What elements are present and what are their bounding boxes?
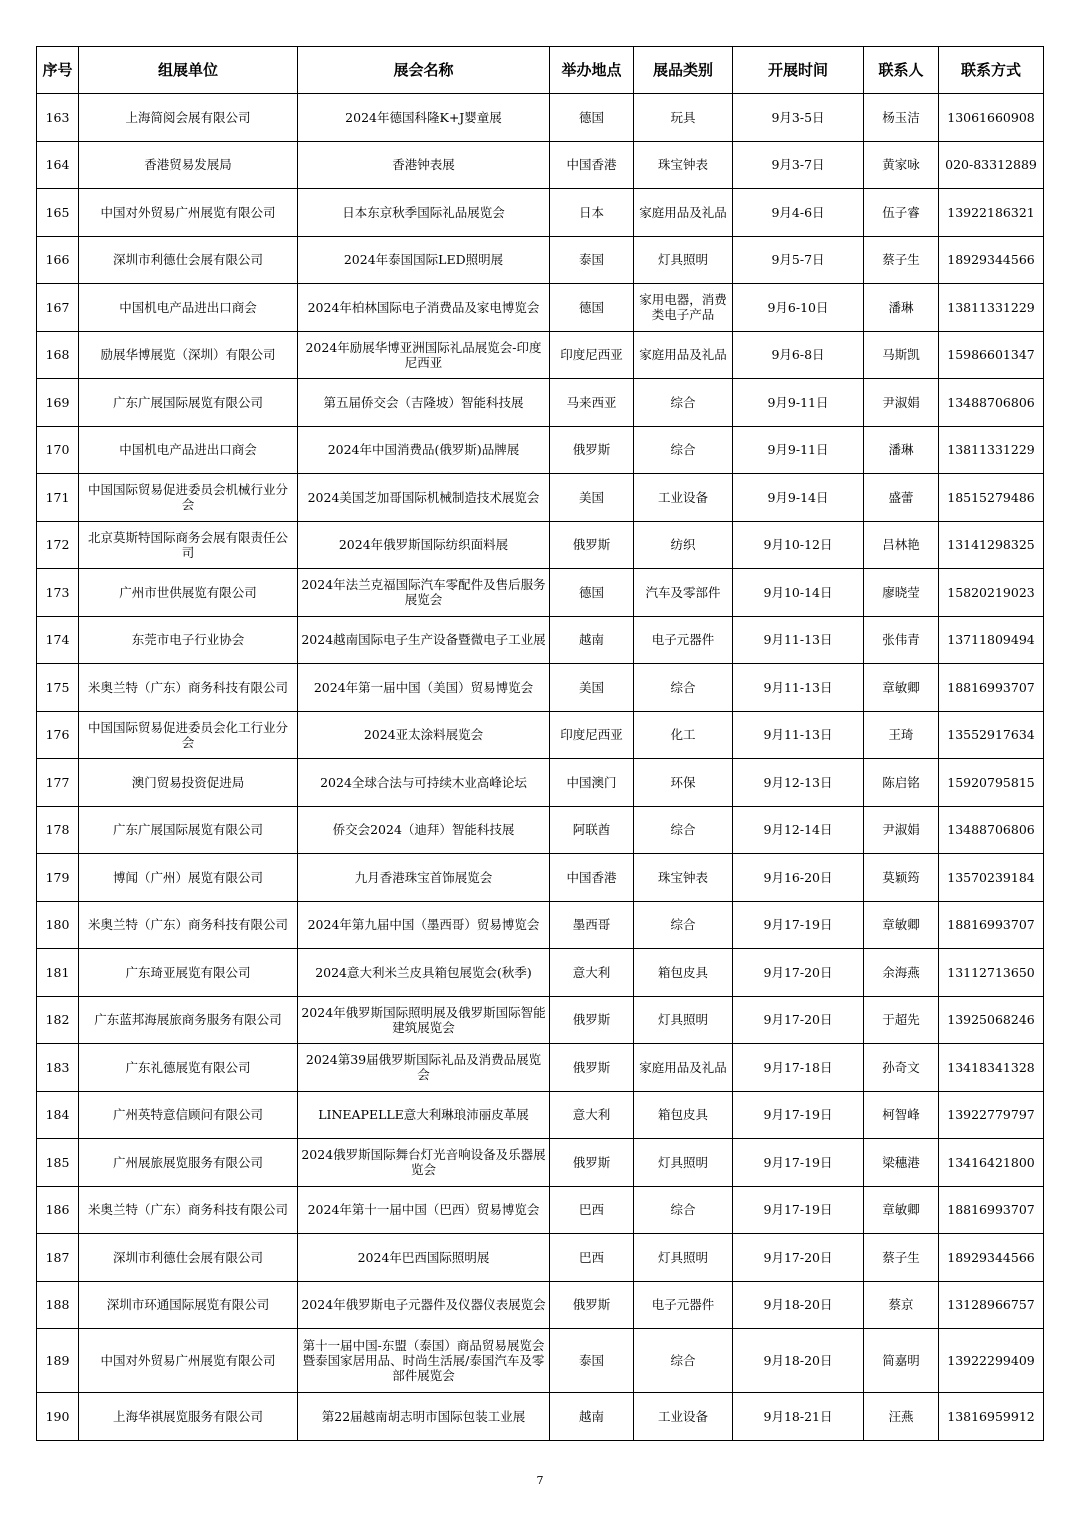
- cell-contact-person: 王琦: [864, 711, 939, 759]
- table-row: [37, 1091, 1044, 1139]
- cell-date: 9月16-20日: [733, 854, 864, 902]
- cell-date: 9月4-6日: [733, 189, 864, 237]
- table-row: [37, 854, 1044, 902]
- cell-location: 泰国: [550, 1329, 634, 1393]
- table-row: [37, 996, 1044, 1044]
- cell-contact-info: 13416421800: [939, 1139, 1044, 1187]
- cell-category: 化工: [634, 711, 733, 759]
- cell-location: 俄罗斯: [550, 521, 634, 569]
- header-row: [37, 47, 1044, 94]
- cell-seq: 182: [37, 996, 79, 1044]
- cell-contact-info: 13488706806: [939, 379, 1044, 427]
- cell-category: 综合: [634, 1329, 733, 1393]
- cell-exhibition-name: 2024俄罗斯国际舞台灯光音响设备及乐器展览会: [298, 1139, 550, 1187]
- cell-organizer: 广东琦亚展览有限公司: [79, 949, 298, 997]
- cell-exhibition-name: 第十一届中国-东盟（泰国）商品贸易展览会暨泰国家居用品、时尚生活展/泰国汽车及零部件展览会: [298, 1329, 550, 1393]
- cell-date: 9月17-20日: [733, 1234, 864, 1282]
- cell-date: 9月6-10日: [733, 284, 864, 332]
- cell-organizer: 中国对外贸易广州展览有限公司: [79, 1329, 298, 1393]
- cell-location: 中国澳门: [550, 759, 634, 807]
- cell-seq: 176: [37, 711, 79, 759]
- cell-location: 越南: [550, 616, 634, 664]
- cell-contact-info: 13925068246: [939, 996, 1044, 1044]
- cell-organizer: 中国机电产品进出口商会: [79, 284, 298, 332]
- cell-contact-person: 余海燕: [864, 949, 939, 997]
- cell-location: 俄罗斯: [550, 1281, 634, 1329]
- cell-contact-info: 18929344566: [939, 236, 1044, 284]
- cell-organizer: 米奥兰特（广东）商务科技有限公司: [79, 664, 298, 712]
- cell-seq: 174: [37, 616, 79, 664]
- cell-exhibition-name: 2024年法兰克福国际汽车零配件及售后服务展览会: [298, 569, 550, 617]
- cell-exhibition-name: 香港钟表展: [298, 141, 550, 189]
- cell-organizer: 中国国际贸易促进委员会机械行业分会: [79, 474, 298, 522]
- cell-contact-person: 章敏卿: [864, 1186, 939, 1234]
- cell-contact-person: 莫颖筠: [864, 854, 939, 902]
- header-contact-info: 联系方式: [939, 47, 1044, 94]
- cell-date: 9月10-12日: [733, 521, 864, 569]
- cell-organizer: 澳门贸易投资促进局: [79, 759, 298, 807]
- table-row: [37, 806, 1044, 854]
- cell-date: 9月12-14日: [733, 806, 864, 854]
- cell-exhibition-name: 第22届越南胡志明市国际包装工业展: [298, 1393, 550, 1441]
- cell-seq: 164: [37, 141, 79, 189]
- cell-location: 俄罗斯: [550, 1044, 634, 1092]
- cell-location: 巴西: [550, 1186, 634, 1234]
- table-row: [37, 1281, 1044, 1329]
- cell-exhibition-name: 2024年柏林国际电子消费品及家电博览会: [298, 284, 550, 332]
- header-category: 展品类别: [634, 47, 733, 94]
- cell-exhibition-name: 2024年第十一届中国（巴西）贸易博览会: [298, 1186, 550, 1234]
- cell-contact-person: 梁穗港: [864, 1139, 939, 1187]
- cell-contact-person: 于超先: [864, 996, 939, 1044]
- table-row: [37, 664, 1044, 712]
- cell-location: 阿联酋: [550, 806, 634, 854]
- cell-category: 灯具照明: [634, 236, 733, 284]
- table-body: [37, 94, 1044, 1441]
- cell-location: 意大利: [550, 949, 634, 997]
- header-exhibition-name: 展会名称: [298, 47, 550, 94]
- cell-location: 中国香港: [550, 854, 634, 902]
- cell-exhibition-name: 2024年巴西国际照明展: [298, 1234, 550, 1282]
- cell-contact-info: 13711809494: [939, 616, 1044, 664]
- cell-exhibition-name: 2024全球合法与可持续木业高峰论坛: [298, 759, 550, 807]
- cell-contact-info: 18816993707: [939, 664, 1044, 712]
- cell-category: 工业设备: [634, 1393, 733, 1441]
- table-row: [37, 759, 1044, 807]
- cell-exhibition-name: 2024年俄罗斯电子元器件及仪器仪表展览会: [298, 1281, 550, 1329]
- cell-contact-info: 13922299409: [939, 1329, 1044, 1393]
- cell-category: 纺织: [634, 521, 733, 569]
- cell-contact-person: 黄家咏: [864, 141, 939, 189]
- cell-exhibition-name: 2024年励展华博亚洲国际礼品展览会-印度尼西亚: [298, 331, 550, 379]
- cell-contact-info: 13570239184: [939, 854, 1044, 902]
- cell-seq: 170: [37, 426, 79, 474]
- cell-contact-person: 章敏卿: [864, 664, 939, 712]
- cell-category: 综合: [634, 426, 733, 474]
- cell-seq: 168: [37, 331, 79, 379]
- cell-location: 马来西亚: [550, 379, 634, 427]
- cell-exhibition-name: 2024年俄罗斯国际纺织面料展: [298, 521, 550, 569]
- cell-date: 9月9-14日: [733, 474, 864, 522]
- cell-exhibition-name: 侨交会2024（迪拜）智能科技展: [298, 806, 550, 854]
- cell-location: 美国: [550, 474, 634, 522]
- table-row: [37, 474, 1044, 522]
- cell-contact-info: 13112713650: [939, 949, 1044, 997]
- cell-date: 9月18-20日: [733, 1281, 864, 1329]
- cell-exhibition-name: 2024年泰国国际LED照明展: [298, 236, 550, 284]
- cell-contact-info: 18816993707: [939, 1186, 1044, 1234]
- table-row: [37, 901, 1044, 949]
- cell-contact-info: 13418341328: [939, 1044, 1044, 1092]
- cell-date: 9月17-19日: [733, 901, 864, 949]
- cell-exhibition-name: 日本东京秋季国际礼品展览会: [298, 189, 550, 237]
- cell-category: 家庭用品及礼品: [634, 331, 733, 379]
- cell-organizer: 香港贸易发展局: [79, 141, 298, 189]
- cell-contact-person: 汪燕: [864, 1393, 939, 1441]
- table-row: [37, 521, 1044, 569]
- cell-seq: 186: [37, 1186, 79, 1234]
- cell-contact-person: 章敏卿: [864, 901, 939, 949]
- header-date: 开展时间: [733, 47, 864, 94]
- cell-seq: 165: [37, 189, 79, 237]
- cell-category: 灯具照明: [634, 1139, 733, 1187]
- cell-seq: 179: [37, 854, 79, 902]
- cell-seq: 188: [37, 1281, 79, 1329]
- cell-category: 箱包皮具: [634, 949, 733, 997]
- cell-seq: 180: [37, 901, 79, 949]
- cell-contact-person: 尹淑娟: [864, 379, 939, 427]
- cell-contact-info: 15986601347: [939, 331, 1044, 379]
- cell-exhibition-name: 2024年德国科隆K+J婴童展: [298, 94, 550, 142]
- cell-organizer: 广东礼德展览有限公司: [79, 1044, 298, 1092]
- cell-date: 9月17-19日: [733, 1091, 864, 1139]
- table-row: [37, 711, 1044, 759]
- cell-exhibition-name: 2024年第一届中国（美国）贸易博览会: [298, 664, 550, 712]
- cell-location: 巴西: [550, 1234, 634, 1282]
- table-row: [37, 331, 1044, 379]
- cell-location: 德国: [550, 569, 634, 617]
- cell-location: 印度尼西亚: [550, 331, 634, 379]
- cell-category: 电子元器件: [634, 616, 733, 664]
- cell-date: 9月9-11日: [733, 379, 864, 427]
- cell-location: 日本: [550, 189, 634, 237]
- cell-exhibition-name: 九月香港珠宝首饰展览会: [298, 854, 550, 902]
- cell-organizer: 广州英特意信顾问有限公司: [79, 1091, 298, 1139]
- cell-organizer: 上海简阅会展有限公司: [79, 94, 298, 142]
- cell-exhibition-name: 2024年第九届中国（墨西哥）贸易博览会: [298, 901, 550, 949]
- cell-contact-person: 潘琳: [864, 284, 939, 332]
- cell-date: 9月17-19日: [733, 1139, 864, 1187]
- cell-contact-info: 13922186321: [939, 189, 1044, 237]
- cell-seq: 190: [37, 1393, 79, 1441]
- cell-seq: 189: [37, 1329, 79, 1393]
- cell-category: 灯具照明: [634, 996, 733, 1044]
- cell-contact-person: 陈启铭: [864, 759, 939, 807]
- cell-date: 9月17-19日: [733, 1186, 864, 1234]
- table-row: [37, 1329, 1044, 1393]
- cell-contact-person: 张伟青: [864, 616, 939, 664]
- cell-category: 电子元器件: [634, 1281, 733, 1329]
- cell-seq: 177: [37, 759, 79, 807]
- cell-contact-info: 18929344566: [939, 1234, 1044, 1282]
- table-row: [37, 141, 1044, 189]
- cell-location: 越南: [550, 1393, 634, 1441]
- cell-contact-info: 13488706806: [939, 806, 1044, 854]
- header-seq: 序号: [37, 47, 79, 94]
- cell-seq: 172: [37, 521, 79, 569]
- cell-date: 9月17-20日: [733, 949, 864, 997]
- table-row: [37, 1044, 1044, 1092]
- table-row: [37, 1186, 1044, 1234]
- cell-date: 9月11-13日: [733, 664, 864, 712]
- cell-contact-info: 15820219023: [939, 569, 1044, 617]
- cell-contact-person: 潘琳: [864, 426, 939, 474]
- cell-location: 印度尼西亚: [550, 711, 634, 759]
- cell-contact-person: 简嘉明: [864, 1329, 939, 1393]
- cell-location: 美国: [550, 664, 634, 712]
- cell-contact-person: 马斯凯: [864, 331, 939, 379]
- cell-exhibition-name: 2024第39届俄罗斯国际礼品及消费品展览会: [298, 1044, 550, 1092]
- cell-date: 9月6-8日: [733, 331, 864, 379]
- cell-contact-info: 13811331229: [939, 284, 1044, 332]
- cell-contact-info: 13922779797: [939, 1091, 1044, 1139]
- page-number: 7: [536, 1474, 544, 1487]
- cell-organizer: 深圳市利德仕会展有限公司: [79, 236, 298, 284]
- cell-exhibition-name: 2024美国芝加哥国际机械制造技术展览会: [298, 474, 550, 522]
- cell-category: 综合: [634, 901, 733, 949]
- cell-category: 灯具照明: [634, 1234, 733, 1282]
- header-contact-person: 联系人: [864, 47, 939, 94]
- cell-exhibition-name: 2024越南国际电子生产设备暨微电子工业展: [298, 616, 550, 664]
- cell-category: 综合: [634, 1186, 733, 1234]
- cell-contact-info: 18816993707: [939, 901, 1044, 949]
- cell-organizer: 励展华博展览（深圳）有限公司: [79, 331, 298, 379]
- cell-contact-person: 廖晓莹: [864, 569, 939, 617]
- cell-seq: 169: [37, 379, 79, 427]
- cell-seq: 166: [37, 236, 79, 284]
- cell-date: 9月11-13日: [733, 616, 864, 664]
- cell-category: 家庭用品及礼品: [634, 189, 733, 237]
- table-row: [37, 379, 1044, 427]
- table-row: [37, 94, 1044, 142]
- cell-seq: 173: [37, 569, 79, 617]
- table-row: [37, 1234, 1044, 1282]
- cell-organizer: 上海华祺展览服务有限公司: [79, 1393, 298, 1441]
- cell-category: 家用电器，消费类电子产品: [634, 284, 733, 332]
- cell-date: 9月17-20日: [733, 996, 864, 1044]
- cell-exhibition-name: 第五届侨交会（吉隆坡）智能科技展: [298, 379, 550, 427]
- cell-organizer: 中国国际贸易促进委员会化工行业分会: [79, 711, 298, 759]
- cell-location: 中国香港: [550, 141, 634, 189]
- cell-seq: 178: [37, 806, 79, 854]
- cell-organizer: 广东蓝邦海展旅商务服务有限公司: [79, 996, 298, 1044]
- cell-location: 俄罗斯: [550, 996, 634, 1044]
- cell-contact-person: 孙奇文: [864, 1044, 939, 1092]
- cell-contact-info: 020-83312889: [939, 141, 1044, 189]
- cell-organizer: 广州展旅展览服务有限公司: [79, 1139, 298, 1187]
- cell-category: 珠宝钟表: [634, 141, 733, 189]
- cell-category: 珠宝钟表: [634, 854, 733, 902]
- header-organizer: 组展单位: [79, 47, 298, 94]
- cell-exhibition-name: 2024年中国消费品(俄罗斯)品牌展: [298, 426, 550, 474]
- cell-exhibition-name: 2024年俄罗斯国际照明展及俄罗斯国际智能建筑展览会: [298, 996, 550, 1044]
- cell-date: 9月12-13日: [733, 759, 864, 807]
- cell-contact-person: 吕林艳: [864, 521, 939, 569]
- table-row: [37, 1139, 1044, 1187]
- cell-location: 泰国: [550, 236, 634, 284]
- cell-date: 9月10-14日: [733, 569, 864, 617]
- cell-date: 9月11-13日: [733, 711, 864, 759]
- cell-exhibition-name: 2024亚太涂料展览会: [298, 711, 550, 759]
- cell-category: 家庭用品及礼品: [634, 1044, 733, 1092]
- cell-contact-person: 杨玉洁: [864, 94, 939, 142]
- cell-seq: 185: [37, 1139, 79, 1187]
- cell-organizer: 中国机电产品进出口商会: [79, 426, 298, 474]
- cell-category: 汽车及零部件: [634, 569, 733, 617]
- cell-category: 综合: [634, 379, 733, 427]
- cell-seq: 171: [37, 474, 79, 522]
- cell-date: 9月9-11日: [733, 426, 864, 474]
- cell-contact-info: 13141298325: [939, 521, 1044, 569]
- cell-contact-person: 盛蕾: [864, 474, 939, 522]
- cell-contact-info: 13128966757: [939, 1281, 1044, 1329]
- cell-contact-info: 13552917634: [939, 711, 1044, 759]
- cell-organizer: 广州市世供展览有限公司: [79, 569, 298, 617]
- cell-contact-person: 伍子睿: [864, 189, 939, 237]
- cell-date: 9月3-7日: [733, 141, 864, 189]
- cell-exhibition-name: 2024意大利米兰皮具箱包展览会(秋季): [298, 949, 550, 997]
- cell-contact-person: 蔡子生: [864, 236, 939, 284]
- table-row: [37, 284, 1044, 332]
- cell-date: 9月3-5日: [733, 94, 864, 142]
- cell-organizer: 米奥兰特（广东）商务科技有限公司: [79, 901, 298, 949]
- cell-contact-info: 13061660908: [939, 94, 1044, 142]
- cell-date: 9月17-18日: [733, 1044, 864, 1092]
- cell-contact-info: 15920795815: [939, 759, 1044, 807]
- cell-location: 德国: [550, 94, 634, 142]
- cell-organizer: 深圳市利德仕会展有限公司: [79, 1234, 298, 1282]
- cell-seq: 181: [37, 949, 79, 997]
- cell-seq: 163: [37, 94, 79, 142]
- cell-location: 意大利: [550, 1091, 634, 1139]
- table-row: [37, 189, 1044, 237]
- cell-contact-info: 18515279486: [939, 474, 1044, 522]
- cell-contact-person: 蔡子生: [864, 1234, 939, 1282]
- cell-category: 环保: [634, 759, 733, 807]
- table-row: [37, 616, 1044, 664]
- cell-contact-info: 13816959912: [939, 1393, 1044, 1441]
- cell-organizer: 博闻（广州）展览有限公司: [79, 854, 298, 902]
- cell-contact-person: 蔡京: [864, 1281, 939, 1329]
- cell-contact-person: 尹淑娟: [864, 806, 939, 854]
- cell-seq: 187: [37, 1234, 79, 1282]
- table-row: [37, 426, 1044, 474]
- cell-category: 综合: [634, 806, 733, 854]
- cell-organizer: 米奥兰特（广东）商务科技有限公司: [79, 1186, 298, 1234]
- cell-organizer: 中国对外贸易广州展览有限公司: [79, 189, 298, 237]
- cell-date: 9月5-7日: [733, 236, 864, 284]
- cell-organizer: 深圳市环通国际展览有限公司: [79, 1281, 298, 1329]
- cell-location: 墨西哥: [550, 901, 634, 949]
- cell-organizer: 广东广展国际展览有限公司: [79, 379, 298, 427]
- cell-location: 俄罗斯: [550, 1139, 634, 1187]
- cell-category: 玩具: [634, 94, 733, 142]
- cell-seq: 183: [37, 1044, 79, 1092]
- cell-location: 德国: [550, 284, 634, 332]
- cell-category: 工业设备: [634, 474, 733, 522]
- cell-category: 综合: [634, 664, 733, 712]
- cell-exhibition-name: LINEAPELLE意大利琳琅沛丽皮革展: [298, 1091, 550, 1139]
- exhibition-table: [36, 46, 1044, 1441]
- table-row: [37, 1393, 1044, 1441]
- cell-seq: 167: [37, 284, 79, 332]
- cell-date: 9月18-20日: [733, 1329, 864, 1393]
- header-location: 举办地点: [550, 47, 634, 94]
- cell-seq: 175: [37, 664, 79, 712]
- table-row: [37, 569, 1044, 617]
- cell-date: 9月18-21日: [733, 1393, 864, 1441]
- cell-contact-person: 柯智峰: [864, 1091, 939, 1139]
- cell-category: 箱包皮具: [634, 1091, 733, 1139]
- cell-organizer: 东莞市电子行业协会: [79, 616, 298, 664]
- cell-location: 俄罗斯: [550, 426, 634, 474]
- cell-organizer: 北京莫斯特国际商务会展有限责任公司: [79, 521, 298, 569]
- table-row: [37, 949, 1044, 997]
- cell-organizer: 广东广展国际展览有限公司: [79, 806, 298, 854]
- cell-contact-info: 13811331229: [939, 426, 1044, 474]
- cell-seq: 184: [37, 1091, 79, 1139]
- table-row: [37, 236, 1044, 284]
